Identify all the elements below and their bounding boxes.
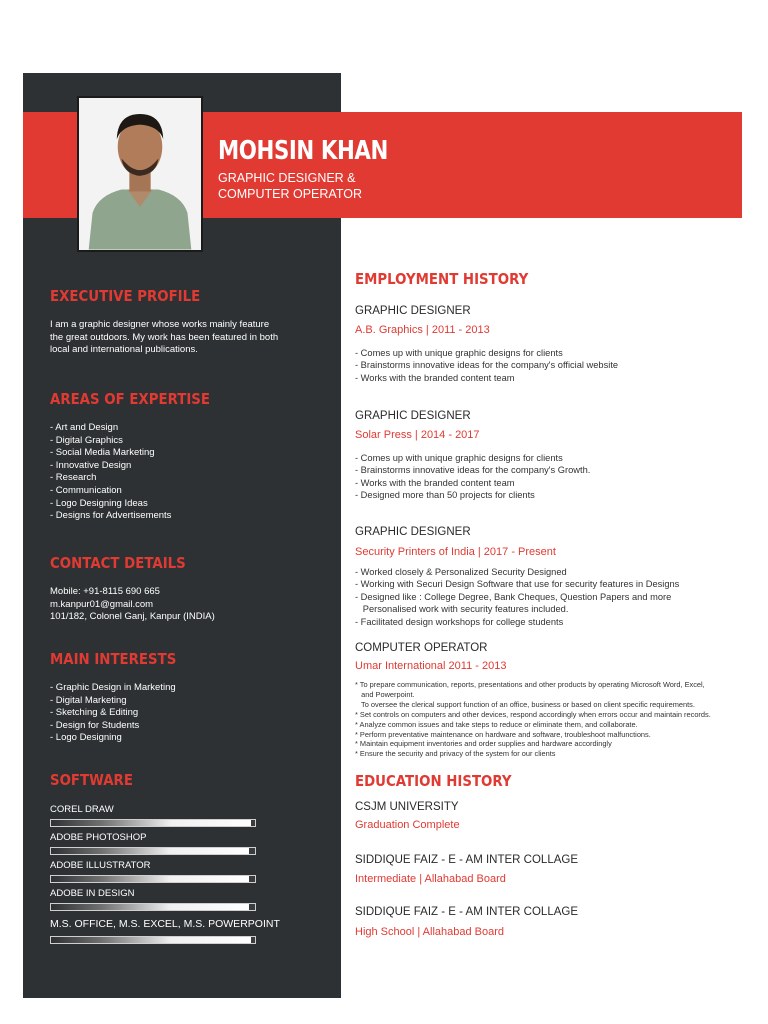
list-item: - Sketching & Editing [50, 707, 139, 719]
software-level-bar [50, 819, 256, 827]
software-level-fill [51, 904, 249, 910]
education-school: CSJM UNIVERSITY [355, 801, 459, 813]
list-item: - Graphic Design in Marketing [50, 682, 176, 693]
software-level-fill [51, 848, 249, 854]
software-level-bar [50, 903, 256, 911]
list-item: - Logo Designing Ideas [50, 497, 148, 509]
list-item: - Works with the branded content team [355, 372, 515, 383]
profile-line: I am a graphic designer whose works mainly feature [50, 319, 270, 330]
software-heading: SOFTWARE [50, 771, 133, 789]
list-item: * Perform preventative maintenance on hardware and software, troubleshoot malfunctions. [355, 729, 651, 739]
job-duties [355, 680, 755, 759]
interests-heading: MAIN INTERESTS [50, 650, 177, 668]
software-level-bar [50, 936, 256, 944]
list-item: * Ensure the security and privacy of the system for our clients [355, 749, 556, 759]
education-detail: Intermediate | Allahabad Board [355, 873, 506, 885]
job-company: Solar Press | 2014 - 2017 [355, 429, 480, 441]
list-item: * Set controls on computers and other devices, respond accordingly when errors occur and maintain records. [355, 709, 711, 719]
software-level-bar [50, 847, 256, 855]
expertise-heading: AREAS OF EXPERTISE [50, 390, 211, 408]
job-duties [355, 566, 735, 628]
expertise-list [50, 422, 171, 523]
list-item: - Works with the branded content team [355, 477, 515, 488]
education-detail: High School | Allahabad Board [355, 926, 505, 938]
education-heading: EDUCATION HISTORY [355, 772, 512, 790]
list-item: - Designed more than 50 projects for clients [355, 490, 535, 501]
list-item: - Comes up with unique graphic designs for clients [355, 453, 563, 463]
job-title: GRAPHIC DESIGNER [355, 305, 471, 317]
profile-line: the great outdoors. My work has been featured in both [50, 331, 279, 343]
list-item: - Social Media Marketing [50, 447, 155, 459]
job-duties [355, 347, 735, 384]
job-title: COMPUTER OPERATOR [355, 642, 488, 654]
list-item: * Maintain equipment inventories and order supplies and hardware accordingly [355, 739, 612, 749]
software-label: ADOBE PHOTOSHOP [50, 832, 147, 843]
job-company: Security Printers of India | 2017 - Present [355, 546, 556, 558]
software-label: ADOBE IN DESIGN [50, 888, 135, 899]
job-duties [355, 452, 735, 502]
job-company: A.B. Graphics | 2011 - 2013 [355, 324, 490, 336]
list-item: - Art and Design [50, 422, 119, 433]
software-label: M.S. OFFICE, M.S. EXCEL, M.S. POWERPOINT [50, 918, 280, 930]
software-level-bar [50, 875, 256, 883]
education-school: SIDDIQUE FAIZ - E - AM INTER COLLAGE [355, 906, 579, 918]
list-item: - Digital Graphics [50, 434, 123, 446]
contact-heading: CONTACT DETAILS [50, 554, 186, 572]
software-level-fill [51, 937, 251, 943]
candidate-role [218, 170, 438, 202]
contact-mobile: Mobile: +91-8115 690 665 [50, 586, 160, 597]
executive-profile-heading: EXECUTIVE PROFILE [50, 287, 201, 305]
list-item: - Comes up with unique graphic designs for clients [355, 348, 563, 358]
list-item: * Analyze common issues and take steps to reduce or eliminate them, and collaborate. [355, 719, 638, 729]
education-detail: Graduation Complete [355, 819, 460, 831]
list-item: Personalised work with security features included. [355, 604, 569, 615]
list-item: - Communication [50, 484, 122, 496]
list-item: - Digital Marketing [50, 694, 127, 706]
executive-profile-text [50, 319, 278, 357]
list-item: - Design for Students [50, 719, 140, 731]
contact-address: 101/182, Colonel Ganj, Kanpur (INDIA) [50, 611, 215, 623]
job-company: Umar International 2011 - 2013 [355, 660, 507, 672]
list-item: - Research [50, 472, 97, 484]
job-title: GRAPHIC DESIGNER [355, 526, 471, 538]
list-item: - Brainstorms innovative ideas for the company's official website [355, 360, 619, 371]
role-line: COMPUTER OPERATOR [218, 187, 362, 201]
profile-line: local and international publications. [50, 344, 198, 356]
list-item: - Designs for Advertisements [50, 510, 172, 522]
contact-email: m.kanpur01@gmail.com [50, 598, 154, 610]
interests-list [50, 682, 176, 745]
list-item: - Working with Securi Design Software that use for security features in Designs [355, 579, 680, 590]
job-title: GRAPHIC DESIGNER [355, 410, 471, 422]
list-item: To oversee the clerical support function of an office, business or based on client specific requirements. [355, 699, 695, 709]
list-item: - Facilitated design workshops for college students [355, 616, 564, 627]
role-line: GRAPHIC DESIGNER & [218, 171, 356, 185]
list-item: - Innovative Design [50, 459, 132, 471]
software-level-fill [51, 876, 249, 882]
candidate-name: MOHSIN KHAN [218, 136, 388, 166]
list-item: - Brainstorms innovative ideas for the company's Growth. [355, 465, 591, 476]
software-label: ADOBE ILLUSTRATOR [50, 860, 151, 871]
list-item: - Logo Designing [50, 732, 122, 744]
list-item: - Worked closely & Personalized Security Designed [355, 567, 567, 577]
list-item: - Designed like : College Degree, Bank Cheques, Question Papers and more [355, 591, 672, 602]
education-school: SIDDIQUE FAIZ - E - AM INTER COLLAGE [355, 854, 579, 866]
list-item: and Powerpoint. [355, 689, 415, 699]
contact-details [50, 586, 215, 624]
profile-photo [77, 96, 203, 252]
list-item: * To prepare communication, reports, presentations and other products by operating Microsoft Word, Excel, [355, 680, 705, 689]
software-label: COREL DRAW [50, 804, 114, 815]
software-level-fill [51, 820, 251, 826]
employment-heading: EMPLOYMENT HISTORY [355, 270, 529, 288]
